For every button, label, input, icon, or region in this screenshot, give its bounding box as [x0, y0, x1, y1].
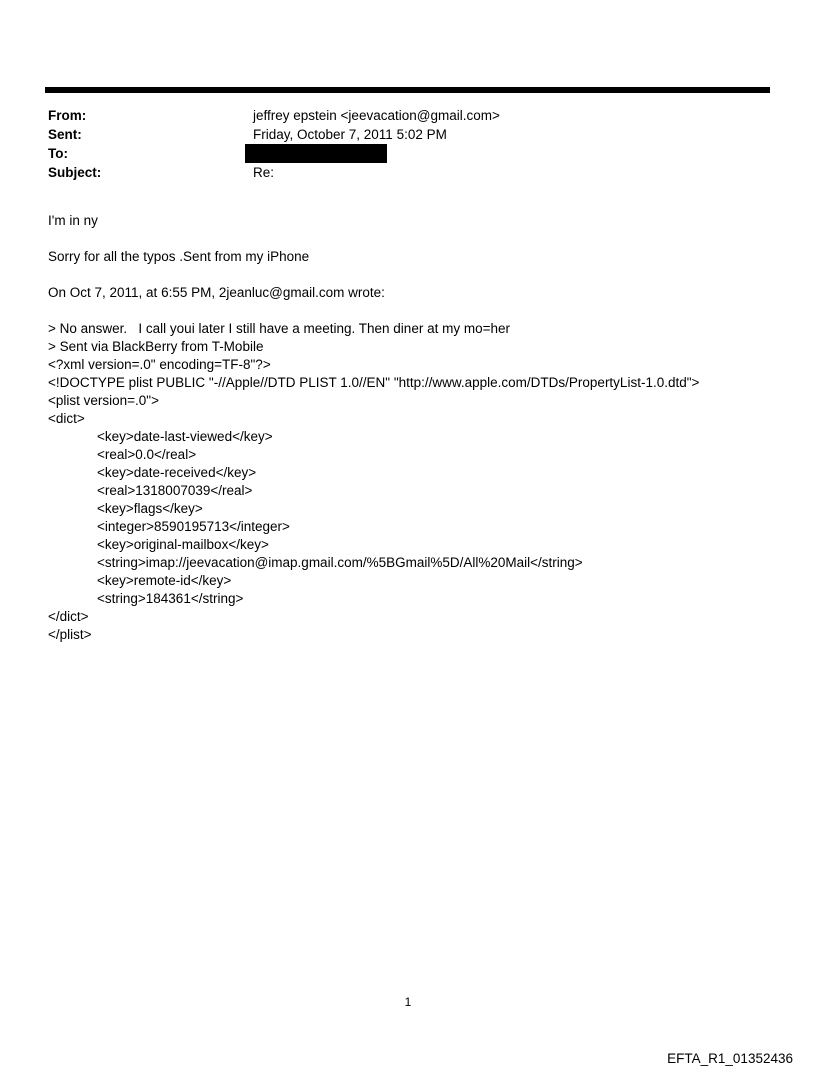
quoted-line: <real>1318007039</real> — [97, 483, 253, 498]
header-field-value: Friday, October 7, 2011 5:02 PM — [253, 127, 447, 142]
quoted-block — [48, 320, 808, 644]
quoted-line: > Sent via BlackBerry from T-Mobile — [48, 339, 264, 354]
body-paragraph: Sorry for all the typos .Sent from my iPhone — [48, 249, 310, 264]
quoted-line: </dict> — [48, 609, 89, 624]
quoted-line: <?xml version=.0" encoding=TF-8"?> — [48, 357, 271, 372]
body-paragraph: I'm in ny — [48, 213, 98, 228]
header-row — [48, 106, 788, 125]
quoted-line: <string>imap://jeevacation@imap.gmail.com/%5BGmail%5D/All%20Mail</string> — [97, 555, 583, 570]
quoted-line: <plist version=.0"> — [48, 393, 159, 408]
header-field-label: To: — [48, 146, 68, 161]
quoted-line: <key>remote-id</key> — [97, 573, 232, 588]
header-row — [48, 125, 788, 144]
header-field-value: jeffrey epstein <jeevacation@gmail.com> — [253, 108, 500, 123]
header-row — [48, 163, 788, 182]
email-body — [48, 212, 808, 644]
quoted-line: <key>date-received</key> — [97, 465, 257, 480]
quoted-line: <key>date-last-viewed</key> — [97, 429, 273, 444]
page-number: 1 — [404, 995, 412, 1009]
redaction-bar — [245, 144, 387, 163]
bates-label: EFTA_R1_01352436 — [667, 1051, 793, 1066]
header-field-label: From: — [48, 108, 87, 123]
quoted-line: <!DOCTYPE plist PUBLIC "-//Apple//DTD PLIST 1.0//EN" "http://www.apple.com/DTDs/PropertyList-1.0.dtd"> — [48, 375, 700, 390]
quoted-line: </plist> — [48, 627, 92, 642]
quoted-line: <integer>8590195713</integer> — [97, 519, 290, 534]
header-field-value — [253, 144, 387, 163]
header-field-label: Subject: — [48, 165, 102, 180]
quoted-line: <string>184361</string> — [97, 591, 244, 606]
quoted-line: <key>original-mailbox</key> — [97, 537, 269, 552]
email-header — [48, 106, 788, 182]
quoted-line: <real>0.0</real> — [97, 447, 197, 462]
header-row — [48, 144, 788, 163]
body-paragraph: On Oct 7, 2011, at 6:55 PM, 2jeanluc@gmail.com wrote: — [48, 285, 385, 300]
body-paragraphs — [48, 212, 808, 302]
header-field-label: Sent: — [48, 127, 82, 142]
header-field-value: Re: — [253, 165, 275, 180]
quoted-line: <key>flags</key> — [97, 501, 203, 516]
top-rule — [45, 87, 770, 93]
quoted-line: > No answer. I call youi later I still have a meeting. Then diner at my mo=her — [48, 321, 510, 336]
quoted-line: <dict> — [48, 411, 85, 426]
